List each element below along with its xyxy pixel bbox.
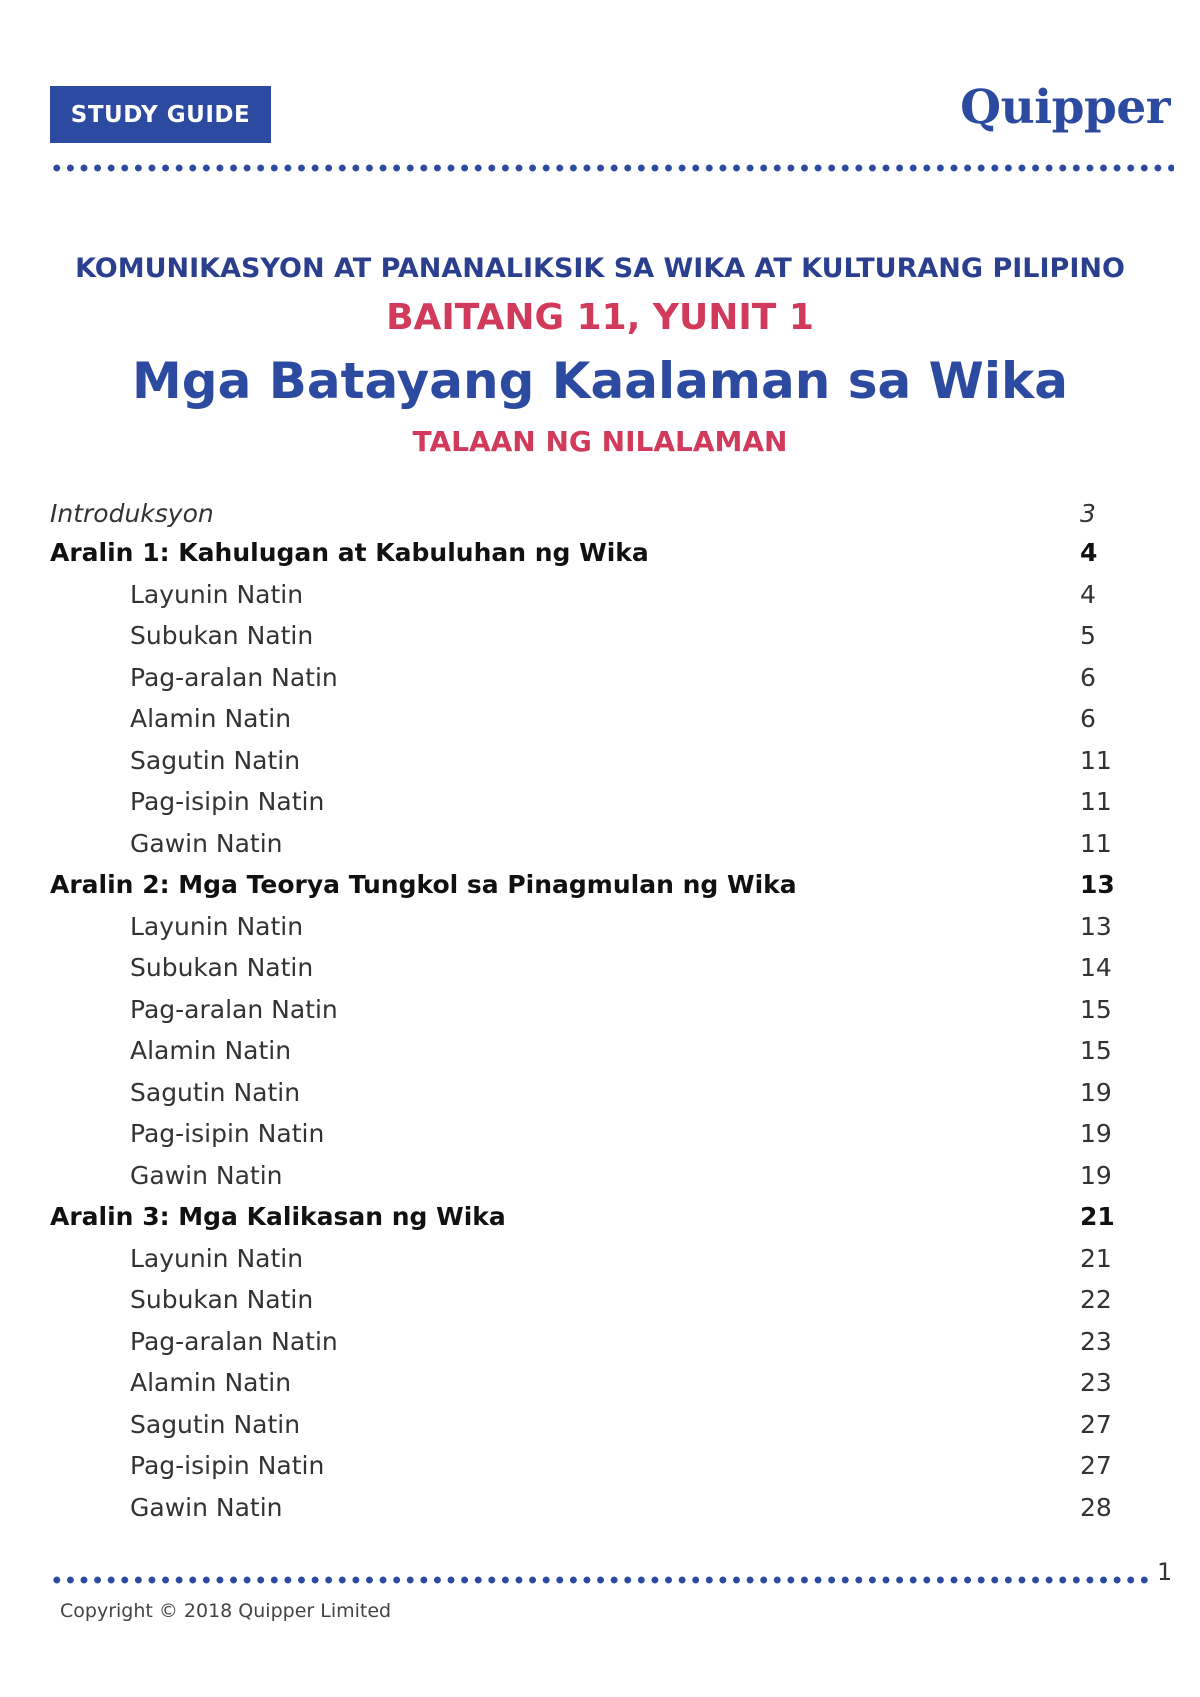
grade-unit-label: BAITANG 11, YUNIT 1: [386, 297, 814, 338]
toc-entry-page: 11: [1080, 787, 1112, 816]
toc-subentry: [50, 698, 1110, 740]
toc-entry-label: Subukan Natin: [130, 621, 314, 650]
toc-entry-label: Sagutin Natin: [130, 1409, 301, 1439]
toc-heading: TALAAN NG NILALAMAN: [412, 425, 788, 458]
toc-entry-page: 19: [1080, 1160, 1112, 1190]
toc-entry-label: Layunin Natin: [130, 911, 304, 941]
toc-entry-label: Pag-isipin Natin: [130, 1451, 325, 1480]
toc-entry-page: 14: [1080, 953, 1112, 982]
toc-entry-page: 22: [1080, 1285, 1112, 1314]
toc-entry-label: Gawin Natin: [130, 1492, 283, 1522]
toc-subentry: [50, 781, 1110, 823]
toc-subentry: [50, 615, 1110, 657]
toc-entry-label: Pag-isipin Natin: [130, 1119, 325, 1148]
toc-entry-label: Subukan Natin: [130, 1285, 314, 1314]
toc-entry-page: 23: [1080, 1326, 1112, 1356]
toc-lesson-entry: [50, 864, 1115, 906]
toc-entry-page: 11: [1080, 745, 1112, 775]
toc-entry-label: Pag-aralan Natin: [130, 994, 338, 1024]
toc-entry-page: 4: [1080, 579, 1096, 609]
toc-subentry: [50, 1155, 1110, 1197]
toc-entry-page: 11: [1080, 828, 1112, 858]
toc-entry-label: Layunin Natin: [130, 1243, 304, 1273]
toc-entry-label: Sagutin Natin: [130, 745, 301, 775]
toc-subentry: [50, 1030, 1110, 1072]
toc-subentry: [50, 1362, 1110, 1404]
toc-entry-label: Pag-aralan Natin: [130, 662, 338, 692]
page-number: 1: [1157, 1558, 1173, 1586]
toc-subentry: [50, 1404, 1110, 1446]
toc-entry-page: 19: [1080, 1077, 1112, 1107]
toc-entry-label: Alamin Natin: [130, 1036, 292, 1065]
toc-entry-page: 21: [1080, 1202, 1115, 1231]
toc-lesson-entry: [50, 1196, 1115, 1238]
toc-entry-label: Gawin Natin: [130, 1160, 283, 1190]
toc-subentry: [50, 906, 1110, 948]
copyright-notice: Copyright © 2018 Quipper Limited: [60, 1600, 392, 1622]
toc-subentry: [50, 1072, 1110, 1114]
unit-title: Mga Batayang Kaalaman sa Wika: [132, 352, 1068, 410]
footer-dotted-divider: [50, 1576, 1150, 1584]
toc-subentry: [50, 1279, 1110, 1321]
toc-entry-page: 6: [1080, 662, 1096, 692]
toc-entry-page: 15: [1080, 994, 1112, 1024]
toc-entry-page: 28: [1080, 1492, 1112, 1522]
toc-subentry: [50, 823, 1110, 865]
toc-entry-page: 23: [1080, 1368, 1112, 1397]
toc-subentry: [50, 574, 1110, 616]
toc-intro-entry: [50, 495, 1110, 532]
toc-entry-label: Aralin 3: Mga Kalikasan ng Wika: [50, 1202, 506, 1231]
toc-entry-page: 6: [1080, 704, 1096, 733]
toc-entry-label: Aralin 2: Mga Teorya Tungkol sa Pinagmulan ng Wika: [50, 870, 797, 899]
toc-entry-page: 5: [1080, 621, 1096, 650]
toc-entry-label: Introduksyon: [50, 499, 214, 528]
toc-entry-label: Alamin Natin: [130, 1368, 292, 1397]
toc-entry-label: Gawin Natin: [130, 828, 283, 858]
toc-subentry: [50, 947, 1110, 989]
toc-subentry: [50, 1321, 1110, 1363]
header-dotted-divider: [50, 164, 1174, 172]
toc-subentry: [50, 989, 1110, 1031]
toc-lesson-entry: [50, 532, 1110, 574]
toc-subentry: [50, 1445, 1110, 1487]
toc-entry-page: 27: [1080, 1451, 1112, 1480]
toc-subentry: [50, 740, 1110, 782]
table-of-contents: [50, 495, 1115, 1528]
toc-entry-label: Layunin Natin: [130, 579, 304, 609]
toc-subentry: [50, 1487, 1110, 1529]
toc-entry-page: 3: [1080, 499, 1096, 528]
toc-subentry: [50, 657, 1110, 699]
toc-entry-page: 21: [1080, 1243, 1112, 1273]
toc-entry-page: 4: [1080, 538, 1098, 567]
quipper-logo: Quipper: [960, 80, 1170, 135]
toc-entry-page: 13: [1080, 870, 1115, 899]
toc-entry-page: 27: [1080, 1409, 1112, 1439]
toc-entry-label: Subukan Natin: [130, 953, 314, 982]
toc-entry-label: Alamin Natin: [130, 704, 292, 733]
toc-entry-page: 15: [1080, 1036, 1112, 1065]
course-title: KOMUNIKASYON AT PANANALIKSIK SA WIKA AT KULTURANG PILIPINO: [75, 253, 1125, 284]
toc-entry-label: Pag-isipin Natin: [130, 787, 325, 816]
toc-entry-label: Pag-aralan Natin: [130, 1326, 338, 1356]
toc-entry-label: Aralin 1: Kahulugan at Kabuluhan ng Wika: [50, 538, 649, 567]
toc-entry-page: 13: [1080, 911, 1112, 941]
toc-entry-page: 19: [1080, 1119, 1112, 1148]
toc-subentry: [50, 1113, 1110, 1155]
toc-entry-label: Sagutin Natin: [130, 1077, 301, 1107]
toc-subentry: [50, 1238, 1110, 1280]
study-guide-badge: STUDY GUIDE: [50, 86, 271, 143]
